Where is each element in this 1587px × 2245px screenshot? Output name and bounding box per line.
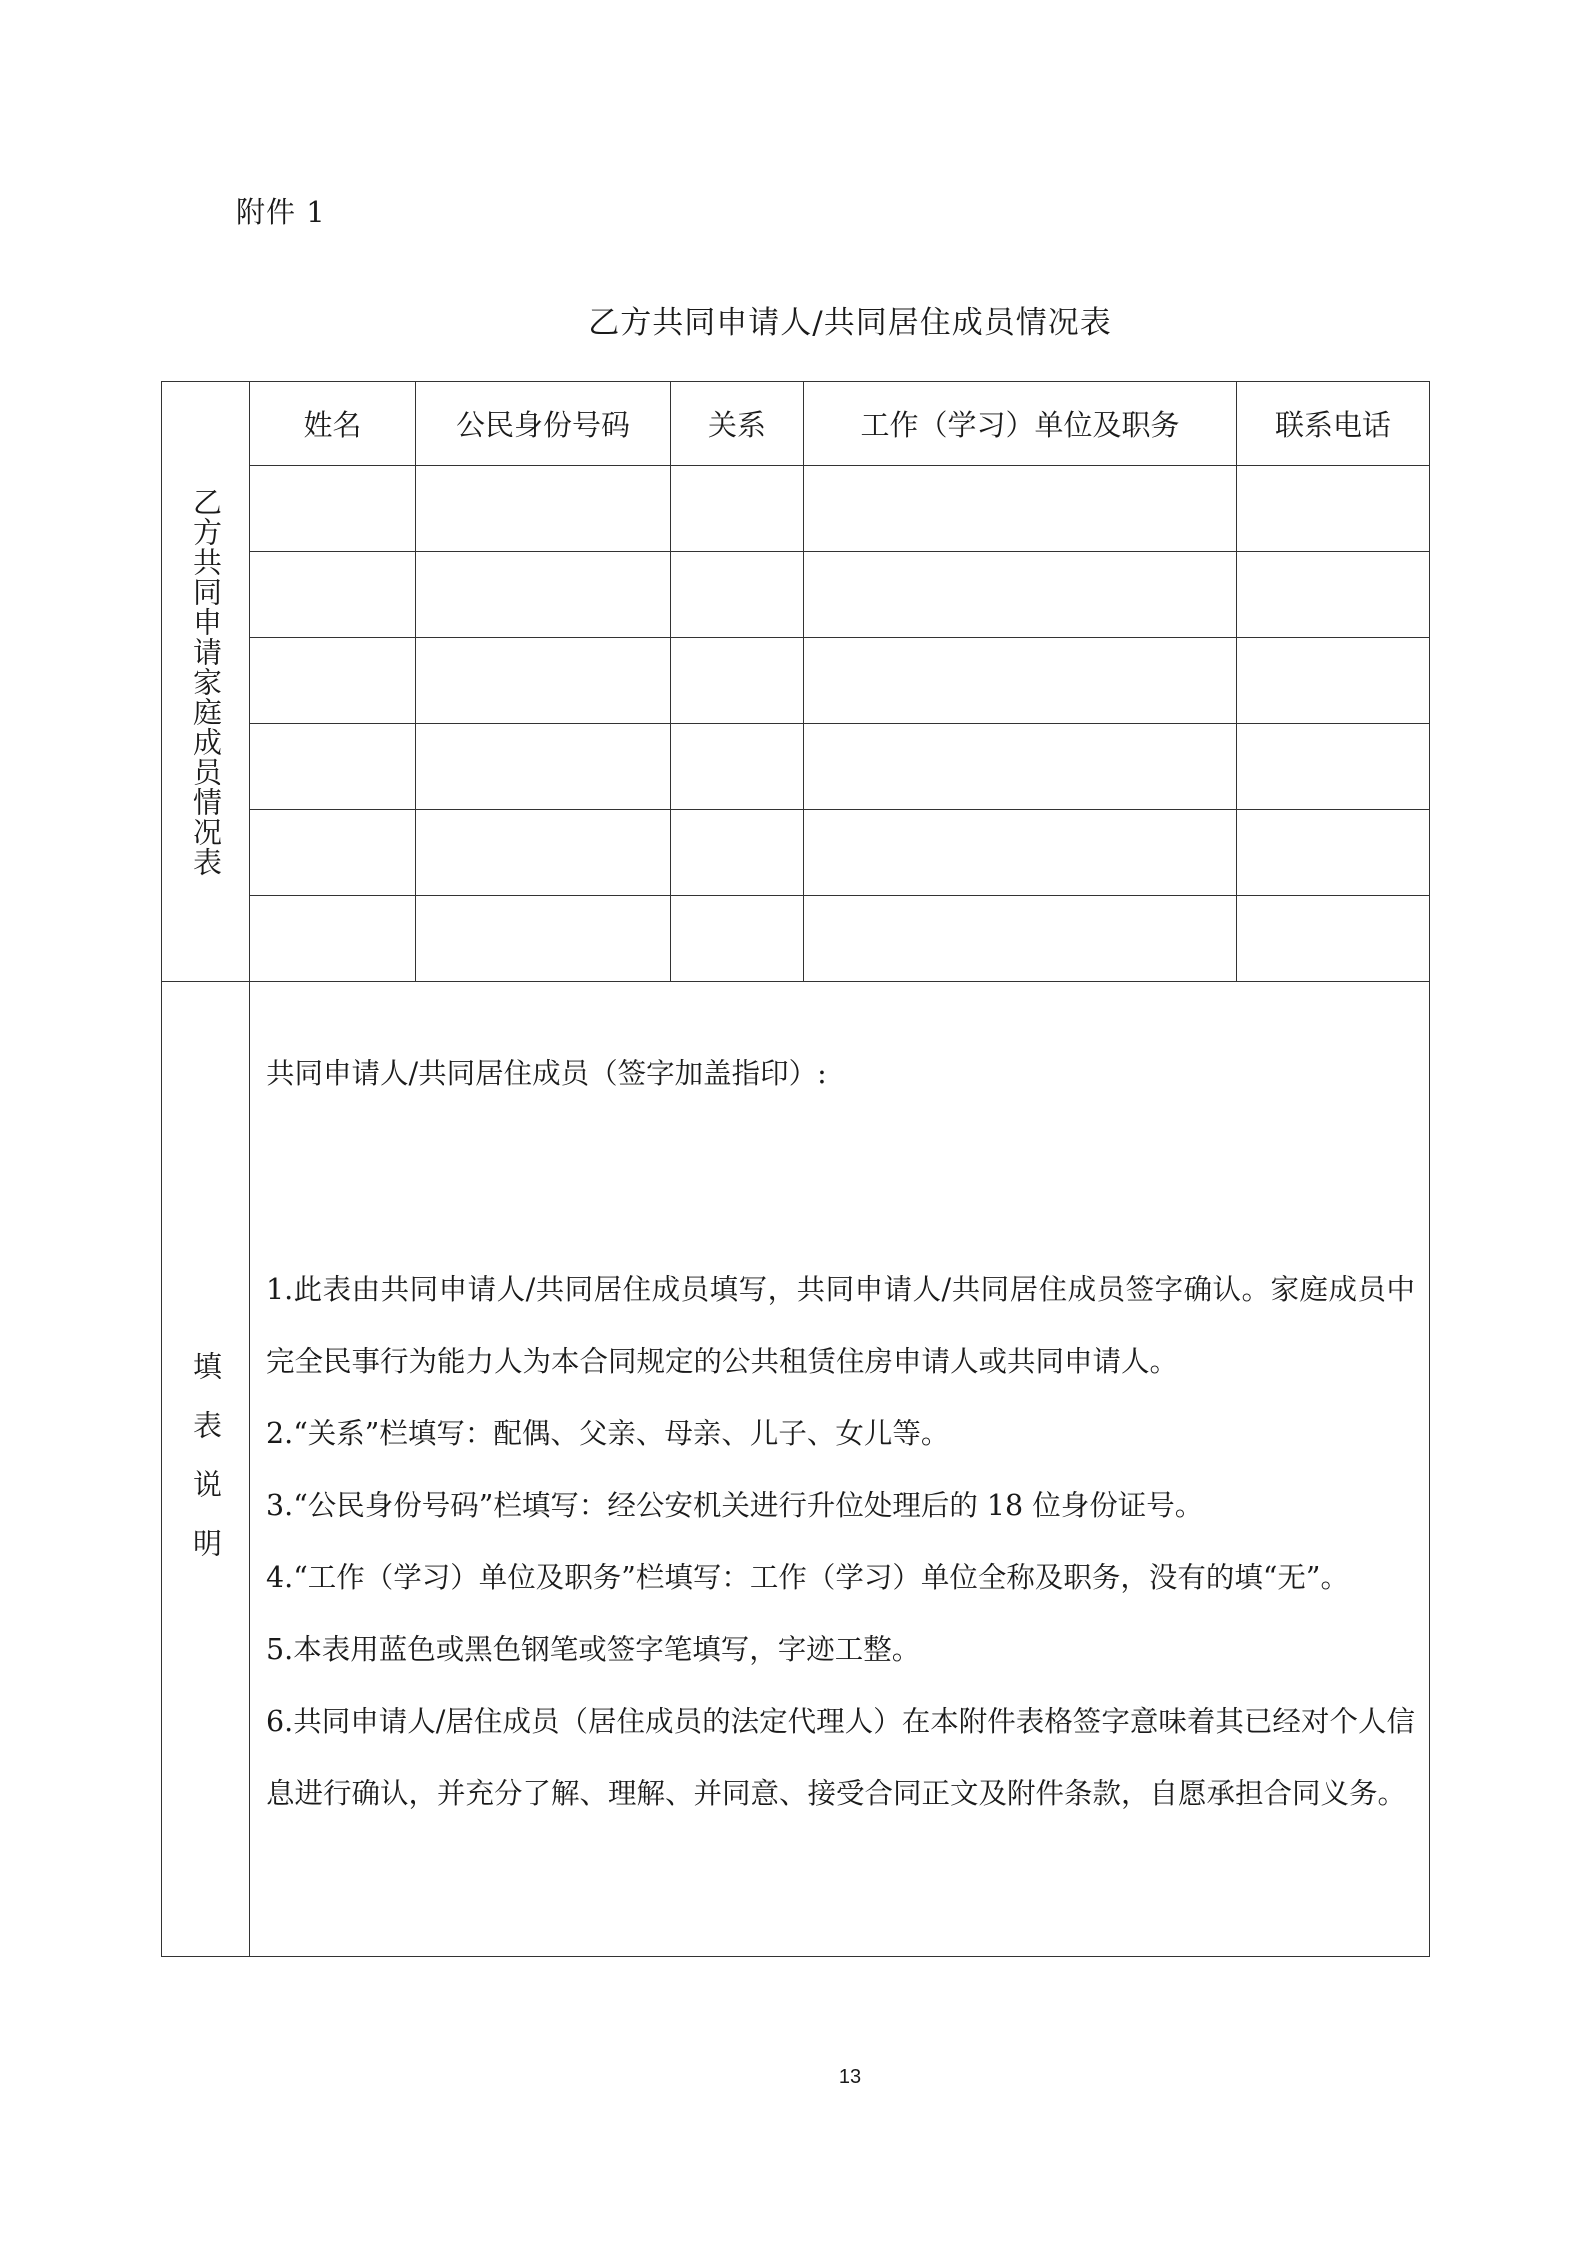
cell-employer-position[interactable] [804,724,1237,810]
cell-employer-position[interactable] [804,810,1237,896]
header-name: 姓名 [250,382,416,466]
table-row [162,810,1430,896]
cell-employer-position[interactable] [804,896,1237,982]
note-item: 5.本表用蓝色或黑色钢笔或签字笔填写，字迹工整。 [266,1633,921,1666]
cell-relation[interactable] [671,896,804,982]
table-row [162,552,1430,638]
notes-cell [250,982,1430,1957]
cell-phone[interactable] [1237,638,1430,724]
cell-relation[interactable] [671,638,804,724]
table-row [162,896,1430,982]
cell-name[interactable] [250,466,416,552]
cell-id-number[interactable] [416,810,671,896]
cell-name[interactable] [250,552,416,638]
cell-name[interactable] [250,724,416,810]
header-relation: 关系 [671,382,804,466]
cell-employer-position[interactable] [804,638,1237,724]
annex-label: 附件 1 [236,195,326,229]
notes-label-cell [162,982,250,1957]
cell-id-number[interactable] [416,638,671,724]
table-row [162,638,1430,724]
member-info-table [161,381,1430,1957]
table-row [162,466,1430,552]
note-item: 1.此表由共同申请人/共同居住成员填写，共同申请人/共同居住成员签字确认。家庭成员中完全民事行为能力人为本合同规定的公共租赁住房申请人或共同申请人。 [266,1273,1415,1378]
table-row [162,724,1430,810]
cell-phone[interactable] [1237,466,1430,552]
notes-row [162,982,1430,1957]
notes-label: 填表说明 [189,1351,223,1587]
cell-id-number[interactable] [416,896,671,982]
cell-name[interactable] [250,810,416,896]
cell-employer-position[interactable] [804,552,1237,638]
cell-phone[interactable] [1237,552,1430,638]
cell-relation[interactable] [671,810,804,896]
note-item: 6.共同申请人/居住成员（居住成员的法定代理人）在本附件表格签字意味着其已经对个人信息进行确认，并充分了解、理解、并同意、接受合同正文及附件条款，自愿承担合同义务。 [266,1705,1415,1810]
cell-name[interactable] [250,638,416,724]
cell-phone[interactable] [1237,724,1430,810]
note-item: 3.“公民身份号码”栏填写：经公安机关进行升位处理后的 18 位身份证号。 [266,1489,1204,1522]
cell-employer-position[interactable] [804,466,1237,552]
side-label: 乙方共同申请家庭成员情况表 [189,486,223,877]
document-title: 乙方共同申请人/共同居住成员情况表 [588,305,1112,341]
cell-relation[interactable] [671,724,804,810]
header-phone: 联系电话 [1237,382,1430,466]
note-item: 4.“工作（学习）单位及职务”栏填写：工作（学习）单位全称及职务，没有的填“无”。 [266,1561,1349,1594]
cell-relation[interactable] [671,466,804,552]
page-number: 13 [838,2066,862,2088]
cell-phone[interactable] [1237,810,1430,896]
side-label-cell [162,382,250,982]
cell-id-number[interactable] [416,466,671,552]
signature-line: 共同申请人/共同居住成员（签字加盖指印）: [266,1057,827,1090]
cell-phone[interactable] [1237,896,1430,982]
note-item: 2.“关系”栏填写：配偶、父亲、母亲、儿子、女儿等。 [266,1417,950,1450]
table-header-row [162,382,1430,466]
header-employer-position: 工作（学习）单位及职务 [804,382,1237,466]
cell-name[interactable] [250,896,416,982]
cell-id-number[interactable] [416,552,671,638]
header-id-number: 公民身份号码 [416,382,671,466]
cell-id-number[interactable] [416,724,671,810]
cell-relation[interactable] [671,552,804,638]
